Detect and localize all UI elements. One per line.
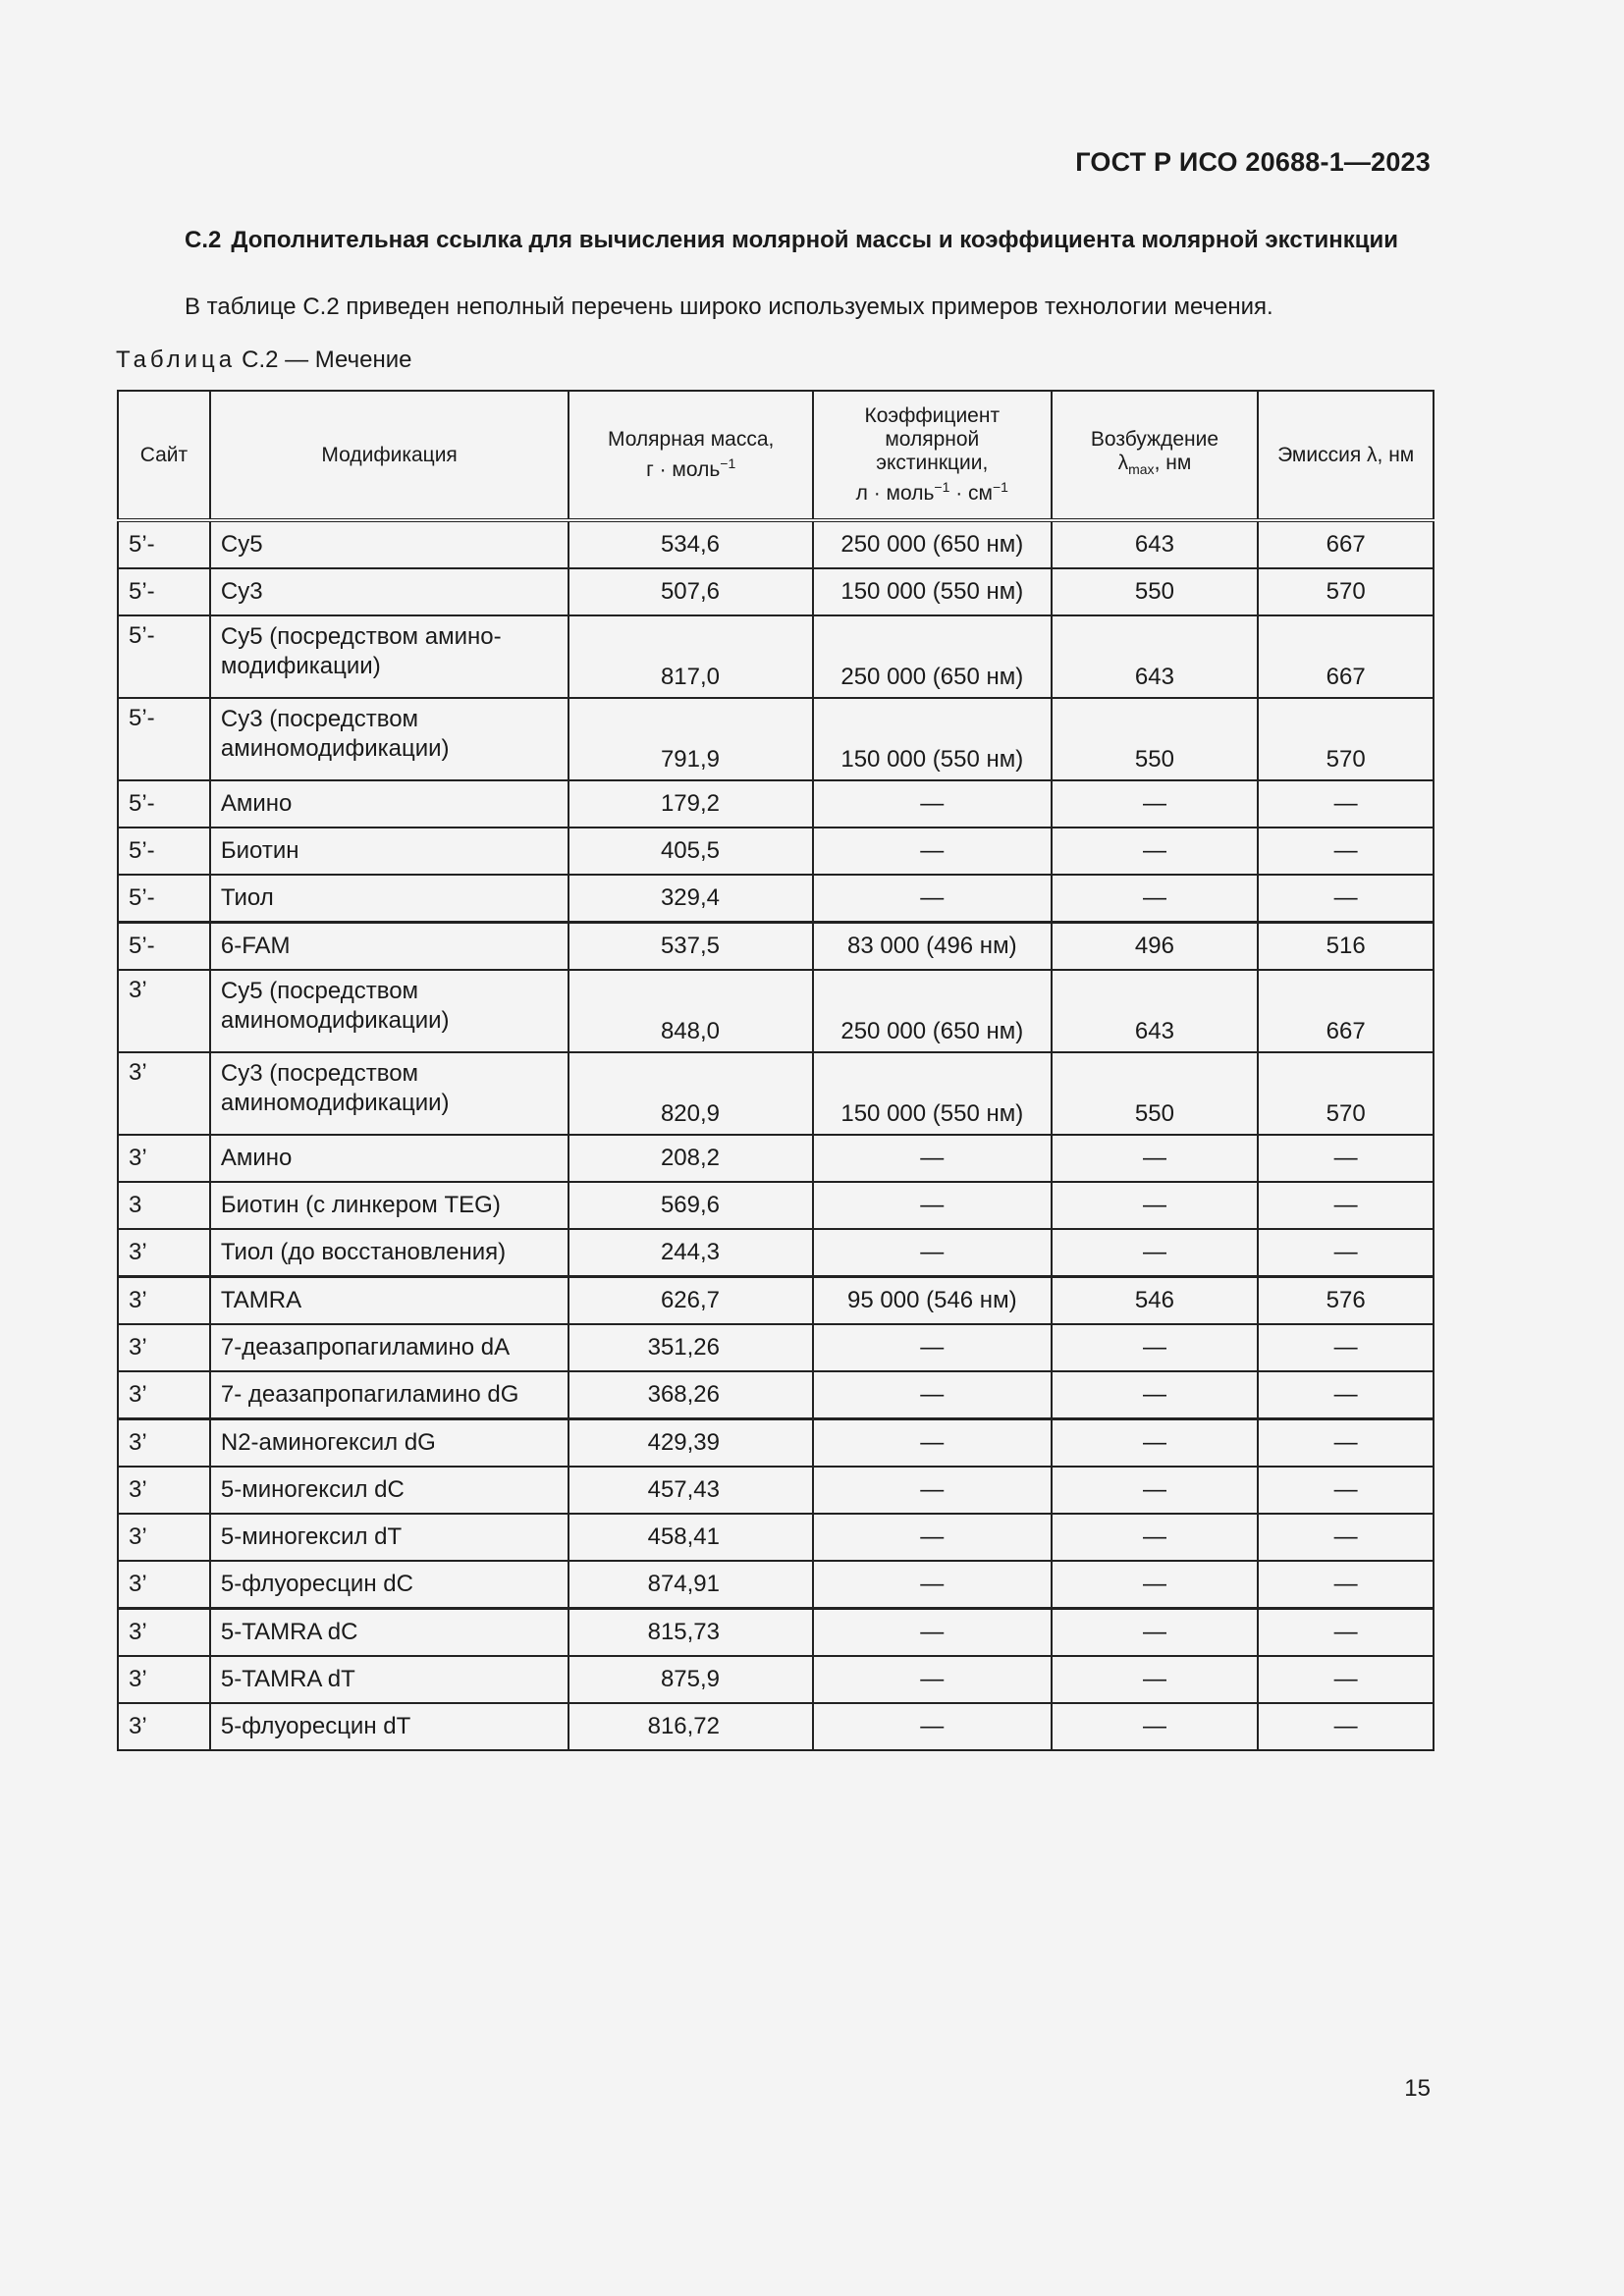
table-row: [118, 1277, 1434, 1325]
table-row: [118, 780, 1434, 828]
cell-site: 5’-: [118, 615, 210, 698]
cell-modification: 7-деазапропагиламино dA: [210, 1324, 568, 1371]
cell-modification: 5-миногексил dT: [210, 1514, 568, 1561]
cell-modification: 7- деазапропагиламино dG: [210, 1371, 568, 1419]
table-row: [118, 1703, 1434, 1750]
cell-excitation: —: [1052, 1703, 1259, 1750]
cell-excitation: —: [1052, 1182, 1259, 1229]
cell-molar-mass: 820,9: [568, 1052, 813, 1135]
cell-emission: 570: [1258, 698, 1434, 780]
cell-extinction-coefficient: —: [813, 1467, 1052, 1514]
table-row: [118, 1052, 1434, 1135]
table-header-row: [118, 391, 1434, 520]
cell-extinction-coefficient: 250 000 (650 нм): [813, 970, 1052, 1052]
labeling-table: [117, 390, 1435, 1751]
cell-site: 5’-: [118, 698, 210, 780]
cell-molar-mass: 537,5: [568, 923, 813, 971]
cell-molar-mass: 179,2: [568, 780, 813, 828]
cell-excitation: 550: [1052, 1052, 1259, 1135]
cell-extinction-coefficient: 250 000 (650 нм): [813, 615, 1052, 698]
cell-site: 5’-: [118, 828, 210, 875]
cell-emission: 570: [1258, 568, 1434, 615]
cell-excitation: —: [1052, 1609, 1259, 1657]
cell-extinction-coefficient: —: [813, 1135, 1052, 1182]
section-title-text: Дополнительная ссылка для вычисления молярной массы и коэффициента молярной экстинкции: [231, 227, 1398, 253]
cell-emission: —: [1258, 828, 1434, 875]
cell-excitation: —: [1052, 1656, 1259, 1703]
cell-molar-mass: 429,39: [568, 1419, 813, 1468]
cell-modification: Cy5: [210, 520, 568, 568]
table-row: [118, 1514, 1434, 1561]
table-row: [118, 875, 1434, 923]
cell-emission: —: [1258, 1371, 1434, 1419]
cell-site: 3’: [118, 1277, 210, 1325]
cell-molar-mass: 458,41: [568, 1514, 813, 1561]
cell-site: 3’: [118, 1135, 210, 1182]
cell-emission: —: [1258, 1182, 1434, 1229]
cell-emission: —: [1258, 1229, 1434, 1277]
cell-emission: —: [1258, 1656, 1434, 1703]
cell-emission: —: [1258, 1514, 1434, 1561]
table-row: [118, 698, 1434, 780]
cell-emission: —: [1258, 1135, 1434, 1182]
cell-site: 3’: [118, 1609, 210, 1657]
cell-extinction-coefficient: —: [813, 780, 1052, 828]
cell-excitation: 496: [1052, 923, 1259, 971]
cell-modification: Cy3 (посредством аминомодификации): [210, 698, 568, 780]
cell-extinction-coefficient: —: [813, 875, 1052, 923]
cell-molar-mass: 791,9: [568, 698, 813, 780]
cell-extinction-coefficient: —: [813, 1514, 1052, 1561]
cell-site: 3’: [118, 1229, 210, 1277]
cell-excitation: 643: [1052, 615, 1259, 698]
cell-modification: Cy5 (посредством амино-модификации): [210, 615, 568, 698]
col-header-modification: Модификация: [210, 391, 568, 520]
cell-emission: —: [1258, 780, 1434, 828]
cell-site: 3’: [118, 1052, 210, 1135]
cell-excitation: 550: [1052, 698, 1259, 780]
cell-emission: —: [1258, 1561, 1434, 1609]
cell-molar-mass: 329,4: [568, 875, 813, 923]
cell-site: 3’: [118, 1656, 210, 1703]
cell-site: 3’: [118, 1371, 210, 1419]
cell-extinction-coefficient: —: [813, 1371, 1052, 1419]
cell-molar-mass: 405,5: [568, 828, 813, 875]
cell-site: 3’: [118, 1467, 210, 1514]
cell-emission: —: [1258, 1467, 1434, 1514]
cell-modification: 5-миногексил dC: [210, 1467, 568, 1514]
cell-molar-mass: 816,72: [568, 1703, 813, 1750]
cell-extinction-coefficient: 95 000 (546 нм): [813, 1277, 1052, 1325]
cell-modification: Биотин (с линкером TEG): [210, 1182, 568, 1229]
cell-emission: —: [1258, 1703, 1434, 1750]
cell-molar-mass: 626,7: [568, 1277, 813, 1325]
cell-extinction-coefficient: —: [813, 1324, 1052, 1371]
document-id: ГОСТ Р ИСО 20688-1—2023: [1075, 147, 1431, 177]
cell-extinction-coefficient: 150 000 (550 нм): [813, 1052, 1052, 1135]
table-row: [118, 1561, 1434, 1609]
table-row: [118, 568, 1434, 615]
cell-site: 3: [118, 1182, 210, 1229]
cell-emission: —: [1258, 1609, 1434, 1657]
table-row: [118, 1656, 1434, 1703]
cell-molar-mass: 351,26: [568, 1324, 813, 1371]
cell-site: 5’-: [118, 780, 210, 828]
cell-modification: Тиол (до восстановления): [210, 1229, 568, 1277]
cell-molar-mass: 874,91: [568, 1561, 813, 1609]
cell-molar-mass: 875,9: [568, 1656, 813, 1703]
cell-extinction-coefficient: —: [813, 1229, 1052, 1277]
cell-extinction-coefficient: —: [813, 1609, 1052, 1657]
cell-modification: Cy3 (посредством аминомодификации): [210, 1052, 568, 1135]
cell-emission: 570: [1258, 1052, 1434, 1135]
cell-modification: Амино: [210, 780, 568, 828]
cell-site: 3’: [118, 1703, 210, 1750]
cell-site: 5’-: [118, 875, 210, 923]
cell-modification: 6-FAM: [210, 923, 568, 971]
cell-excitation: 550: [1052, 568, 1259, 615]
cell-extinction-coefficient: —: [813, 1419, 1052, 1468]
table-row: [118, 1467, 1434, 1514]
cell-site: 5’-: [118, 923, 210, 971]
cell-molar-mass: 368,26: [568, 1371, 813, 1419]
cell-emission: 667: [1258, 970, 1434, 1052]
cell-extinction-coefficient: —: [813, 1182, 1052, 1229]
cell-molar-mass: 817,0: [568, 615, 813, 698]
cell-emission: —: [1258, 875, 1434, 923]
cell-extinction-coefficient: 250 000 (650 нм): [813, 520, 1052, 568]
table-caption-text: С.2 — Мечение: [242, 347, 412, 373]
cell-extinction-coefficient: 83 000 (496 нм): [813, 923, 1052, 971]
cell-modification: N2-аминогексил dG: [210, 1419, 568, 1468]
cell-modification: Cy3: [210, 568, 568, 615]
cell-excitation: —: [1052, 1135, 1259, 1182]
cell-molar-mass: 848,0: [568, 970, 813, 1052]
table-row: [118, 520, 1434, 568]
cell-excitation: —: [1052, 1324, 1259, 1371]
table-row: [118, 923, 1434, 971]
cell-site: 3’: [118, 970, 210, 1052]
cell-molar-mass: 457,43: [568, 1467, 813, 1514]
cell-excitation: 643: [1052, 520, 1259, 568]
cell-molar-mass: 569,6: [568, 1182, 813, 1229]
cell-modification: 5-флуоресцин dC: [210, 1561, 568, 1609]
col-header-emission: Эмиссия λ, нм: [1258, 391, 1434, 520]
col-header-excitation: Возбуждение $\lambda_{max}$, нм: [1052, 391, 1259, 520]
table-caption-label: Таблица: [116, 347, 237, 373]
cell-extinction-coefficient: 150 000 (550 нм): [813, 698, 1052, 780]
table-row: [118, 970, 1434, 1052]
cell-site: 3’: [118, 1561, 210, 1609]
cell-excitation: —: [1052, 1371, 1259, 1419]
cell-modification: 5-TAMRA dC: [210, 1609, 568, 1657]
table-row: [118, 1182, 1434, 1229]
cell-excitation: —: [1052, 1561, 1259, 1609]
cell-modification: Cy5 (посредством аминомодификации): [210, 970, 568, 1052]
cell-modification: TAMRA: [210, 1277, 568, 1325]
cell-extinction-coefficient: —: [813, 1561, 1052, 1609]
cell-emission: 667: [1258, 520, 1434, 568]
col-header-extinction-coefficient: Коэффициент молярной экстинкции, л · моль$^{-1}$ · $см^{-1}$: [813, 391, 1052, 520]
cell-site: 3’: [118, 1324, 210, 1371]
table-row: [118, 615, 1434, 698]
table-row: [118, 828, 1434, 875]
cell-excitation: —: [1052, 1467, 1259, 1514]
cell-excitation: —: [1052, 828, 1259, 875]
cell-emission: —: [1258, 1419, 1434, 1468]
table-row: [118, 1229, 1434, 1277]
table-row: [118, 1609, 1434, 1657]
cell-modification: 5-флуоресцин dT: [210, 1703, 568, 1750]
cell-molar-mass: 244,3: [568, 1229, 813, 1277]
cell-excitation: 643: [1052, 970, 1259, 1052]
cell-molar-mass: 815,73: [568, 1609, 813, 1657]
page-number: 15: [1404, 2075, 1431, 2102]
cell-molar-mass: 507,6: [568, 568, 813, 615]
cell-extinction-coefficient: 150 000 (550 нм): [813, 568, 1052, 615]
cell-modification: Амино: [210, 1135, 568, 1182]
cell-emission: 516: [1258, 923, 1434, 971]
cell-excitation: 546: [1052, 1277, 1259, 1325]
col-header-site: Сайт: [118, 391, 210, 520]
cell-modification: Биотин: [210, 828, 568, 875]
cell-site: 5’-: [118, 568, 210, 615]
cell-modification: Тиол: [210, 875, 568, 923]
section-intro: В таблице С.2 приведен неполный перечень широко используемых примеров технологии мечения.: [185, 294, 1273, 320]
cell-site: 3’: [118, 1514, 210, 1561]
table-row: [118, 1419, 1434, 1468]
cell-site: 3’: [118, 1419, 210, 1468]
cell-extinction-coefficient: —: [813, 828, 1052, 875]
cell-excitation: —: [1052, 1514, 1259, 1561]
cell-emission: —: [1258, 1324, 1434, 1371]
col-header-molar-mass: Молярная масса, г · моль$^{-1}$: [568, 391, 813, 520]
cell-modification: 5-TAMRA dT: [210, 1656, 568, 1703]
table-caption: [116, 347, 411, 374]
cell-molar-mass: 208,2: [568, 1135, 813, 1182]
cell-extinction-coefficient: —: [813, 1703, 1052, 1750]
table-row: [118, 1324, 1434, 1371]
section-number: С.2: [185, 227, 222, 253]
cell-excitation: —: [1052, 780, 1259, 828]
cell-excitation: —: [1052, 875, 1259, 923]
cell-extinction-coefficient: —: [813, 1656, 1052, 1703]
cell-excitation: —: [1052, 1419, 1259, 1468]
table-row: [118, 1135, 1434, 1182]
cell-excitation: —: [1052, 1229, 1259, 1277]
cell-emission: 576: [1258, 1277, 1434, 1325]
table-row: [118, 1371, 1434, 1419]
cell-molar-mass: 534,6: [568, 520, 813, 568]
cell-emission: 667: [1258, 615, 1434, 698]
cell-site: 5’-: [118, 520, 210, 568]
section-title: [185, 225, 1412, 255]
